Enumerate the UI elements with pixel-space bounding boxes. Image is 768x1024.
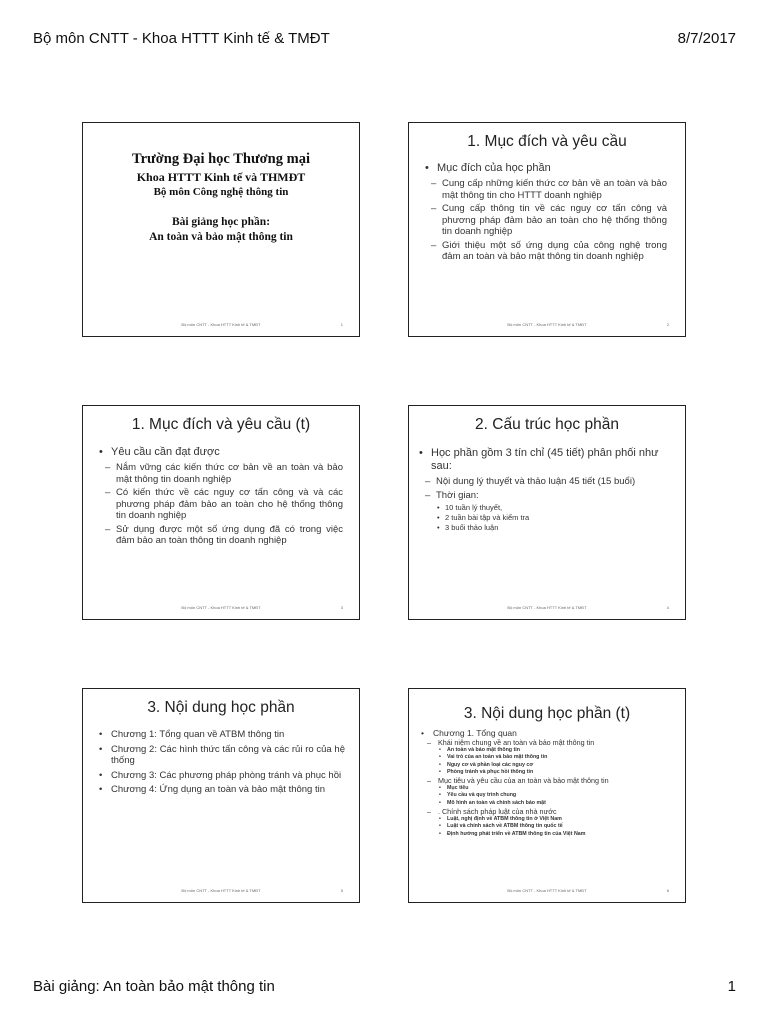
slide-4	[408, 405, 686, 620]
slide-2-title: 1. Mục đích và yêu cầu	[467, 133, 627, 150]
slide-6-title: 3. Nội dung học phần (t)	[463, 705, 631, 722]
slide-5-chapter-2: • Chương 2: Các hình thức tấn công và các rủi ro của hệ thống	[99, 744, 345, 767]
slide-6-group-1: – Khái niệm chung về an toàn và bảo mật thông tin	[421, 738, 675, 747]
slide-2-sub-3: – Giới thiệu một số ứng dụng của công nghệ trong đảm an toàn và bảo mật thông tin doanh nghiệp	[425, 240, 667, 263]
slide-4-sub-1: – Nội dung lý thuyết và thảo luận 45 tiết (15 buổi)	[419, 476, 669, 488]
slide-3-bullet: • Yêu cầu cần đạt được	[99, 446, 343, 459]
slide-3	[82, 405, 360, 620]
slide-number: 2	[666, 322, 669, 327]
slide-6-group-2-item-2: • Yêu cầu và quy trình chung	[421, 792, 675, 799]
slide-number: 6	[666, 888, 669, 893]
slide-2-sub-2: – Cung cấp thông tin về các nguy cơ tấn công và phương pháp đảm bảo an toàn cho hệ thống thông tin doanh nghiệp	[425, 203, 667, 238]
slide-6-group-2-item-3: • Mô hình an toàn và chính sách bảo mật	[421, 800, 675, 807]
slide-4-item-3: • 3 buổi thảo luận	[419, 523, 669, 533]
slide-5-chapter-4: • Chương 4: Ứng dụng an toàn và bảo mật thông tin	[99, 784, 345, 796]
slide-footer: Bộ môn CNTT - Khoa HTTT Kinh tế & TMĐT	[507, 605, 587, 610]
slide-3-sub-2: – Có kiến thức về các nguy cơ tấn công và và các phương pháp đảm bảo an toàn cho hệ thống thông tin doanh nghiệp	[99, 487, 343, 522]
slide-number: 1	[340, 322, 343, 327]
slide-1-university: Trường Đại học Thương mại	[132, 151, 310, 167]
slide-footer: Bộ môn CNTT - Khoa HTTT Kinh tế & TMĐT	[181, 322, 261, 327]
slide-6-group-1-item-2: • Vai trò của an toàn và bảo mật thông tin	[421, 754, 675, 761]
page-header-title: Bộ môn CNTT - Khoa HTTT Kinh tế & TMĐT	[33, 30, 330, 47]
slide-footer: Bộ môn CNTT - Khoa HTTT Kinh tế & TMĐT	[181, 605, 261, 610]
slide-4-item-1: • 10 tuần lý thuyết,	[419, 503, 669, 513]
slide-3-sub-1: – Nắm vững các kiến thức cơ bản về an toàn và bảo mật thông tin doanh nghiệp	[99, 462, 343, 485]
page-header-date: 8/7/2017	[677, 30, 736, 47]
slide-3-title: 1. Mục đích và yêu cầu (t)	[131, 416, 311, 433]
slide-5-chapter-3: • Chương 3: Các phương pháp phòng tránh và phục hồi	[99, 770, 345, 782]
slide-4-item-2: • 2 tuần bài tập và kiểm tra	[419, 513, 669, 523]
slide-6-bullet: • Chương 1. Tổng quan	[421, 728, 675, 738]
slide-1-course-name: An toàn và bảo mật thông tin	[149, 231, 293, 243]
slide-2-bullet: • Mục đích của học phần	[425, 162, 667, 175]
slide-6	[408, 688, 686, 903]
slide-5-title: 3. Nội dung học phần	[147, 699, 295, 716]
slide-6-group-3: – . Chính sách pháp luật của nhà nước	[421, 807, 675, 816]
slide-5-chapter-1: • Chương 1: Tổng quan về ATBM thông tin	[99, 729, 345, 741]
slide-footer: Bộ môn CNTT - Khoa HTTT Kinh tế & TMĐT	[507, 322, 587, 327]
slide-4-bullet: • Học phần gồm 3 tín chỉ (45 tiết) phân phối như sau:	[419, 447, 669, 473]
slide-6-group-3-item-2: • Luật và chính sách về ATBM thông tin quốc tế	[421, 823, 675, 830]
slide-footer: Bộ môn CNTT - Khoa HTTT Kinh tế & TMĐT	[181, 888, 261, 893]
page-number: 1	[727, 978, 736, 995]
slide-5	[82, 688, 360, 903]
slide-6-group-1-item-1: • An toàn và bảo mật thông tin	[421, 747, 675, 754]
slide-number: 3	[340, 605, 343, 610]
slide-6-group-3-item-3: • Định hướng phát triển về ATBM thông tin của Việt Nam	[421, 831, 675, 838]
slide-1-lecture-label: Bài giảng học phần:	[171, 216, 271, 228]
slide-4-title: 2. Cấu trúc học phần	[475, 416, 619, 433]
slide-4-sub-2: – Thời gian:	[419, 490, 669, 502]
slide-6-group-1-item-3: • Nguy cơ và phần loại các nguy cơ	[421, 762, 675, 769]
slide-footer: Bộ môn CNTT - Khoa HTTT Kinh tế & TMĐT	[507, 888, 587, 893]
slide-6-group-2: – Mục tiêu và yêu cầu của an toàn và bảo mật thông tin	[421, 776, 675, 785]
slide-6-group-2-item-1: • Mục tiêu	[421, 785, 675, 792]
slide-1-department: Bộ môn Công nghệ thông tin	[153, 186, 289, 198]
slide-number: 5	[340, 888, 343, 893]
slide-1	[82, 122, 360, 337]
slide-3-sub-3: – Sử dụng được một số ứng dụng đã có trong việc đảm bảo an toàn thông tin doanh nghiệp	[99, 524, 343, 547]
slide-6-group-3-item-1: • Luật, nghị định về ATBM thông tin ở Việt Nam	[421, 816, 675, 823]
slide-number: 4	[666, 605, 669, 610]
slide-2	[408, 122, 686, 337]
slide-1-faculty: Khoa HTTT Kinh tế và THMĐT	[136, 170, 306, 184]
slide-6-group-1-item-4: • Phòng tránh và phục hồi thông tin	[421, 769, 675, 776]
slide-2-sub-1: – Cung cấp những kiến thức cơ bản về an toàn và bảo mật thông tin cho HTTT doanh nghiệp	[425, 178, 667, 201]
page-footer-title: Bài giảng: An toàn bảo mật thông tin	[33, 978, 275, 995]
